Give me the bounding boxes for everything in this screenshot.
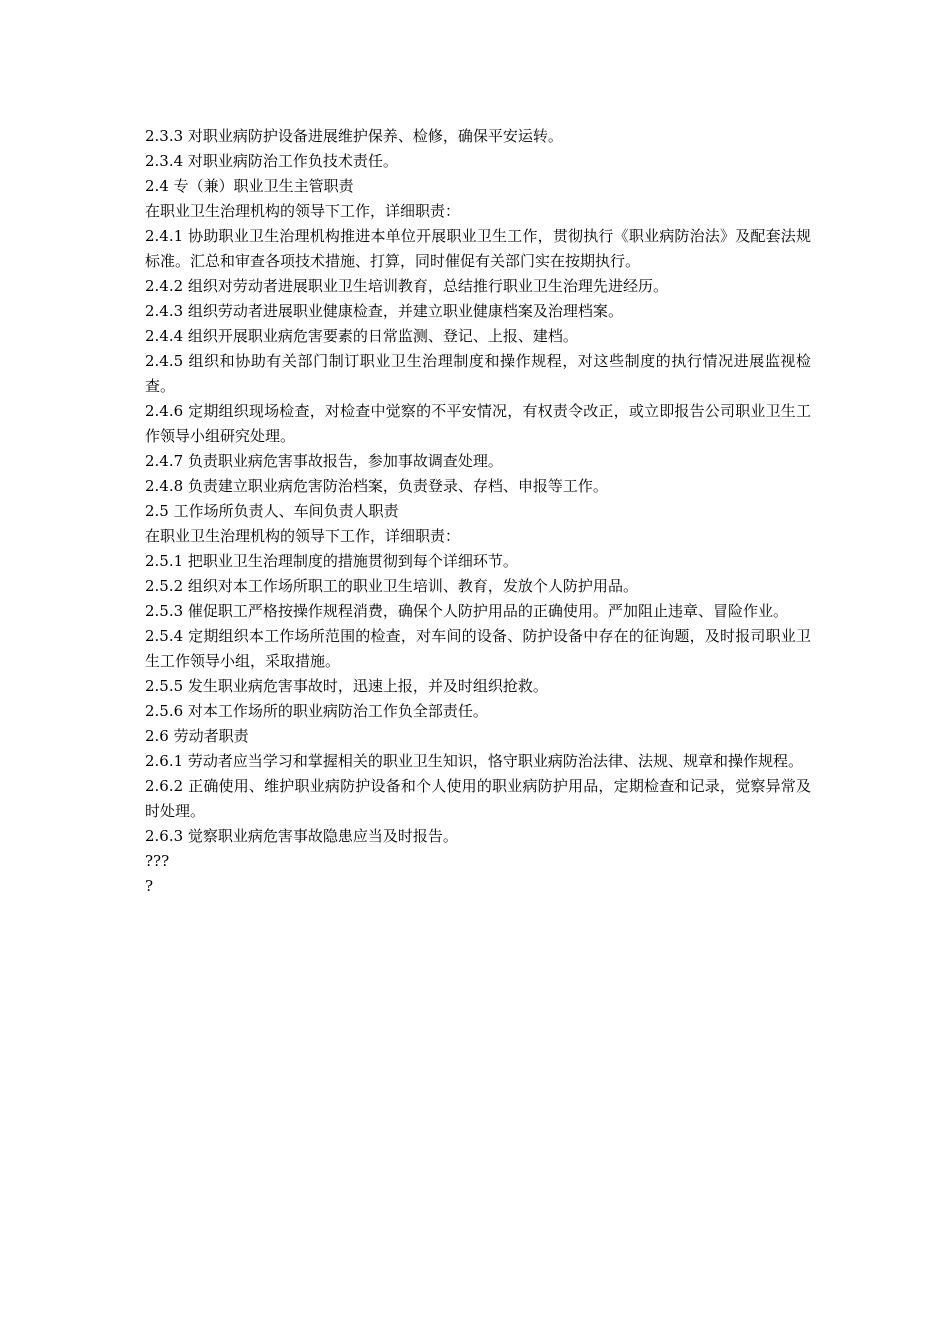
paragraph-2-4-5: 2.4.5 组织和协助有关部门制订职业卫生治理制度和操作规程，对这些制度的执行情况进展监视检查。 — [145, 352, 811, 395]
paragraph-2-5-4: 2.5.4 定期组织本工作场所范围的检查，对车间的设备、防护设备中存在的征询题，及时报司职业卫生工作领导小组，采取措施。 — [145, 627, 811, 670]
paragraph-2-5-1: 2.5.1 把职业卫生治理制度的措施贯彻到每个详细环节。 — [145, 552, 518, 570]
paragraph-2-4-4: 2.4.4 组织开展职业病危害要素的日常监测、登记、上报、建档。 — [145, 327, 578, 345]
paragraph-2-5-2: 2.5.2 组织对本工作场所职工的职业卫生培训、教育，发放个人防护用品。 — [145, 577, 638, 595]
paragraph-2-5-3: 2.5.3 催促职工严格按操作规程消费，确保个人防护用品的正确使用。严加阻止违章、冒险作业。 — [145, 602, 788, 620]
paragraph-2-6-3: 2.6.3 觉察职业病危害事故隐患应当及时报告。 — [145, 827, 458, 845]
paragraph-2-3-3: 2.3.3 对职业病防护设备进展维护保养、检修，确保平安运转。 — [145, 127, 563, 145]
paragraph-2-5-6: 2.5.6 对本工作场所的职业病防治工作负全部责任。 — [145, 702, 488, 720]
document-body — [145, 124, 811, 899]
paragraph-2-6-2: 2.6.2 正确使用、维护职业病防护设备和个人使用的职业病防护用品，定期检查和记录，觉察异常及时处理。 — [145, 777, 811, 820]
paragraph-2-3-4: 2.3.4 对职业病防治工作负技术责任。 — [145, 152, 398, 170]
paragraph-2-4-3: 2.4.3 组织劳动者进展职业健康检查，并建立职业健康档案及治理档案。 — [145, 302, 623, 320]
paragraph-2-5-5: 2.5.5 发生职业病危害事故时，迅速上报，并及时组织抢救。 — [145, 677, 548, 695]
paragraph-2-6-1: 2.6.1 劳动者应当学习和掌握相关的职业卫生知识，恪守职业病防治法律、法规、规章和操作规程。 — [145, 752, 803, 770]
section-heading-2-4: 2.4 专（兼）职业卫生主管职责 — [145, 177, 354, 195]
paragraph-2-4-8: 2.4.8 负责建立职业病危害防治档案，负责登录、存档、申报等工作。 — [145, 477, 608, 495]
paragraph-2-4-7: 2.4.7 负责职业病危害事故报告，参加事故调查处理。 — [145, 452, 503, 470]
section-heading-2-5: 2.5 工作场所负责人、车间负责人职责 — [145, 502, 399, 520]
trailing-placeholder-line: ? — [145, 877, 154, 895]
section-heading-2-6: 2.6 劳动者职责 — [145, 727, 249, 745]
paragraph-2-4-2: 2.4.2 组织对劳动者进展职业卫生培训教育，总结推行职业卫生治理先进经历。 — [145, 277, 668, 295]
paragraph-2-4-6: 2.4.6 定期组织现场检查，对检查中觉察的不平安情况，有权责令改正，或立即报告公司职业卫生工作领导小组研究处理。 — [145, 402, 811, 445]
paragraph-2-4-1: 2.4.1 协助职业卫生治理机构推进本单位开展职业卫生工作，贯彻执行《职业病防治法》及配套法规标准。汇总和审查各项技术措施、打算，同时催促有关部门实在按期执行。 — [145, 227, 811, 270]
trailing-placeholder-line: ??? — [145, 852, 170, 870]
paragraph-2-4-intro: 在职业卫生治理机构的领导下工作，详细职责： — [145, 202, 461, 220]
paragraph-2-5-intro: 在职业卫生治理机构的领导下工作，详细职责： — [145, 527, 461, 545]
